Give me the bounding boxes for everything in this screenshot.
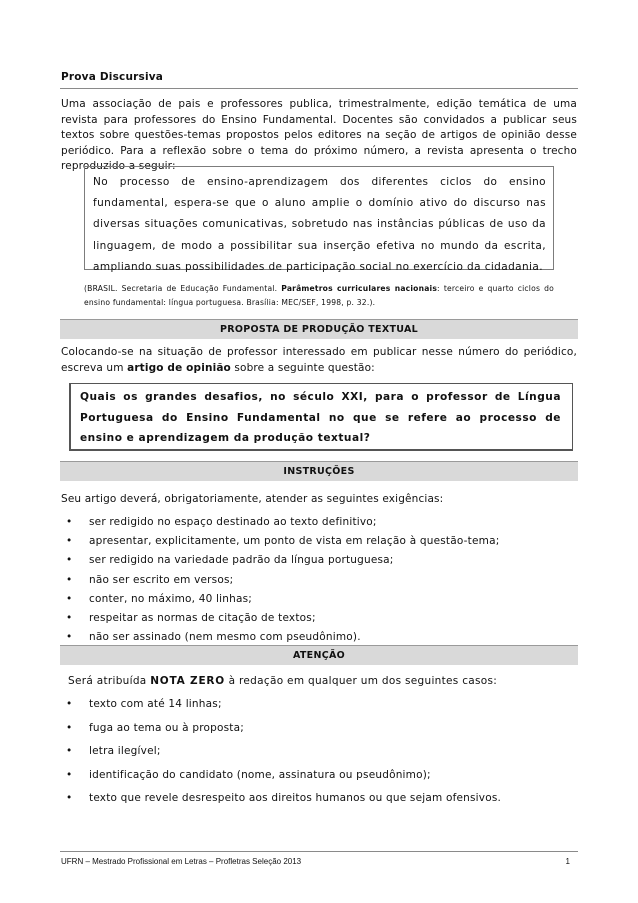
bullet-icon: • — [66, 721, 73, 734]
page-title: Prova Discursiva — [61, 71, 164, 83]
list-item-text: letra ilegível; — [89, 745, 161, 757]
atencao-intro-suffix: à redação em qualquer um dos seguintes casos: — [225, 675, 498, 687]
question-text: Quais os grandes desafios, no século XXI, para o professor de Língua Portuguesa do Ensino Fundamental no que se refere ao processo de ensino e aprendizagem da produção textual? — [80, 391, 561, 444]
page-number: 1 — [565, 857, 570, 866]
list-item-text: ser redigido na variedade padrão da língua portuguesa; — [89, 554, 394, 567]
citation-title: Parâmetros curriculares nacionais — [281, 284, 438, 293]
list-item-text: ser redigido no espaço destinado ao texto definitivo; — [89, 516, 377, 528]
instrucoes-heading: INSTRUÇÕES — [60, 461, 578, 481]
list-item-text: respeitar as normas de citação de textos; — [89, 612, 316, 625]
bullet-icon: • — [66, 612, 73, 625]
list-item — [61, 609, 499, 628]
atencao-intro-prefix: Será atribuída — [68, 675, 151, 687]
citation-prefix: (BRASIL. Secretaria de Educação Fundamental. — [84, 284, 282, 293]
proposta-heading: PROPOSTA DE PRODUÇÃO TEXTUAL — [60, 319, 578, 339]
list-item — [61, 551, 499, 570]
bullet-icon: • — [66, 573, 73, 586]
page-footer — [61, 857, 578, 866]
bullet-icon: • — [66, 792, 73, 804]
list-item-text: texto com até 14 linhas; — [89, 698, 222, 710]
intro-paragraph: Uma associação de pais e professores publica, trimestralmente, edição temática de uma revista para professores do Ensino Fundamental. Docentes são convidados a publicar seus textos sobre questões-temas propostos pelos editores na seção de artigos de opinião desse periódico. Para a reflexão sobre o tema do próximo número, a revista apresenta o trecho reproduzido a seguir: — [61, 98, 577, 172]
footer-text: UFRN – Mestrado Profissional em Letras – Profletras Seleção 2013 — [61, 857, 302, 866]
list-item — [61, 764, 501, 788]
quote-citation — [84, 282, 554, 310]
list-item-text: apresentar, explicitamente, um ponto de vista em relação à questão-tema; — [89, 535, 500, 548]
list-item — [61, 571, 499, 590]
bullet-icon: • — [66, 592, 73, 605]
atencao-heading: ATENÇÃO — [60, 645, 578, 665]
footer-rule — [60, 851, 578, 852]
bullet-icon: • — [66, 554, 73, 567]
list-item — [61, 532, 499, 551]
bullet-icon: • — [66, 516, 73, 528]
instrucoes-list — [61, 513, 499, 647]
list-item — [61, 787, 501, 811]
bullet-icon: • — [66, 698, 73, 710]
bullet-icon: • — [66, 768, 73, 781]
proposta-text-suffix: sobre a seguinte questão: — [230, 361, 375, 374]
citation-suffix: : terceiro e quarto ciclos do ensino fundamental: língua portuguesa. Brasília: MEC/SEF, 1998, p. 32.). — [84, 284, 554, 307]
list-item-text: identificação do candidato (nome, assinatura ou pseudônimo); — [89, 768, 431, 781]
list-item-text: texto que revele desrespeito aos direitos humanos ou que sejam ofensivos. — [89, 792, 502, 804]
list-item — [61, 717, 501, 741]
bullet-icon: • — [66, 745, 73, 757]
atencao-list — [61, 693, 501, 811]
title-rule — [60, 88, 578, 89]
list-item-text: fuga ao tema ou à proposta; — [89, 721, 244, 734]
proposta-text-bold: artigo de opinião — [127, 361, 231, 374]
instrucoes-intro: Seu artigo deverá, obrigatoriamente, atender as seguintes exigências: — [61, 493, 444, 505]
list-item — [61, 740, 501, 764]
atencao-intro — [68, 675, 497, 687]
list-item-text: não ser escrito em versos; — [89, 573, 234, 586]
list-item — [61, 513, 499, 532]
bullet-icon: • — [66, 631, 73, 644]
quote-text: No processo de ensino-aprendizagem dos diferentes ciclos do ensino fundamental, espera-se que o aluno amplie o domínio ativo do discurso nas diversas situações comunicativas, sobretudo nas instâncias públicas de uso da linguagem, de modo a possibilitar sua inserção efetiva no mundo da escrita, ampliando suas possibilidades de participação social no exercício da cidadania. — [93, 176, 546, 273]
nota-zero-label: NOTA ZERO — [150, 675, 226, 687]
list-item — [61, 693, 501, 717]
bullet-icon: • — [66, 535, 73, 548]
proposta-text — [61, 345, 577, 376]
list-item-text: não ser assinado (nem mesmo com pseudônimo). — [89, 631, 361, 644]
list-item — [61, 590, 499, 609]
proposta-text-prefix: Colocando-se na situação de professor interessado em publicar nesse número do periódico, escreva um — [61, 346, 577, 374]
list-item-text: conter, no máximo, 40 linhas; — [89, 592, 253, 605]
